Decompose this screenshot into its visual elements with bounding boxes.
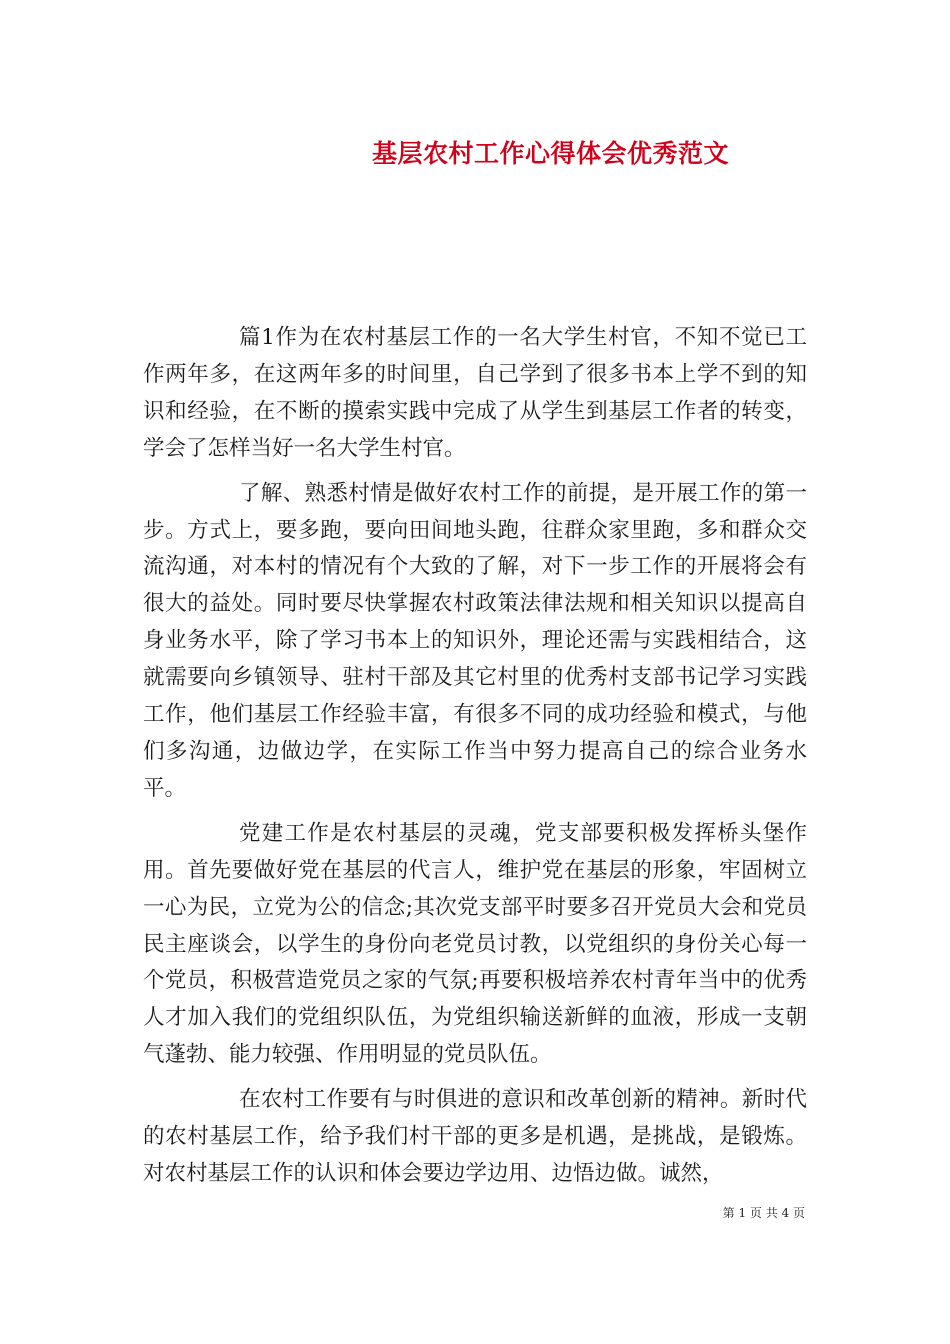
document-body bbox=[143, 320, 807, 1201]
page-number-footer: 第 1 页 共 4 页 bbox=[722, 1206, 805, 1220]
paragraph: 了解、熟悉村情是做好农村工作的前提，是开展工作的第一步。方式上，要多跑，要向田间地头跑，往群众家里跑，多和群众交流沟通，对本村的情况有个大致的了解，对下一步工作的开展将会有很大的益处。同时要尽快掌握农村政策法律法规和相关知识以提高自身业务水平，除了学习书本上的知识外，理论还需与实践相结合，这就需要向乡镇领导、驻村干部及其它村里的优秀村支部书记学习实践工作，他们基层工作经验丰富，有很多不同的成功经验和模式，与他们多沟通，边做边学，在实际工作当中努力提高自己的综合业务水平。 bbox=[143, 480, 807, 801]
paragraph: 篇1作为在农村基层工作的一名大学生村官，不知不觉已工作两年多，在这两年多的时间里，自己学到了很多书本上学不到的知识和经验，在不断的摸索实践中完成了从学生到基层工作者的转变，学会了怎样当好一名大学生村官。 bbox=[143, 325, 807, 461]
paragraph: 在农村工作要有与时俱进的意识和改革创新的精神。新时代的农村基层工作，给予我们村干部的更多是机遇，是挑战，是锻炼。对农村基层工作的认识和体会要边学边用、边悟边做。诚然， bbox=[143, 1087, 807, 1186]
document-title: 基层农村工作心得体会优秀范文 bbox=[372, 139, 730, 168]
paragraph: 党建工作是农村基层的灵魂，党支部要积极发挥桥头堡作用。首先要做好党在基层的代言人，维护党在基层的形象，牢固树立一心为民，立党为公的信念;其次党支部平时要多召开党员大会和党员民主座谈会，以学生的身份向老党员讨教，以党组织的身份关心每一个党员，积极营造党员之家的气氛;再要积极培养农村青年当中的优秀人才加入我们的党组织队伍，为党组织输送新鲜的血液，形成一支朝气蓬勃、能力较强、作用明显的党员队伍。 bbox=[143, 820, 807, 1068]
